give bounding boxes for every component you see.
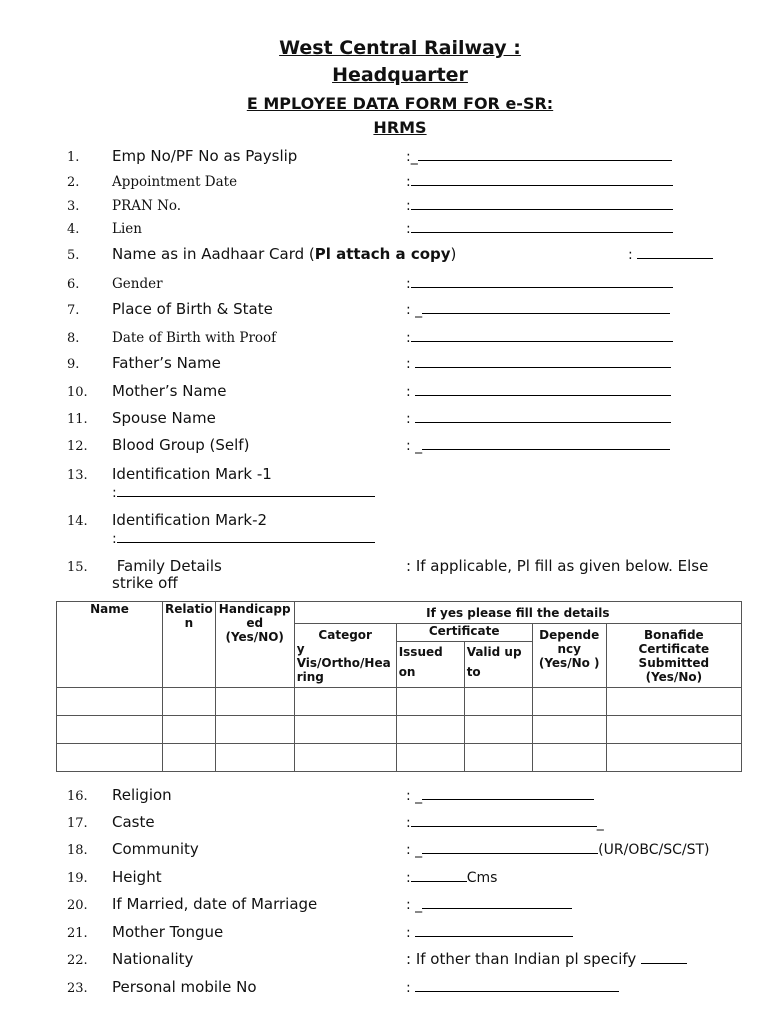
field-prefix: : <box>406 198 411 214</box>
field-label: Mother’s Name <box>112 382 227 400</box>
field-gender <box>0 274 770 296</box>
field-prefix: : _ <box>406 897 423 913</box>
father-name-input[interactable] <box>415 354 671 368</box>
field-prefix: : <box>112 531 117 547</box>
table-row <box>57 744 742 772</box>
field-number: 4. <box>67 222 80 237</box>
field-number: 20. <box>67 898 88 913</box>
blood-group-input[interactable] <box>422 436 670 450</box>
field-prefix: : <box>112 485 117 501</box>
field-height <box>0 868 770 890</box>
field-number: 11. <box>67 412 88 427</box>
field-label: Identification Mark-2 <box>112 511 268 529</box>
field-label: Caste <box>112 813 155 831</box>
field-label: Mother Tongue <box>112 923 224 941</box>
field-number: 5. <box>67 248 80 263</box>
field-suffix: _ <box>596 815 604 831</box>
pran-no-input[interactable] <box>411 196 673 210</box>
field-father-name <box>0 354 770 376</box>
field-label: Emp No/PF No as Payslip <box>112 147 298 165</box>
mobile-no-input[interactable] <box>415 978 619 992</box>
field-nationality <box>0 950 770 972</box>
field-number: 8. <box>67 331 80 346</box>
col-relation: Relatio n <box>163 602 216 688</box>
field-number: 16. <box>67 789 88 804</box>
field-label: Blood Group (Self) <box>112 436 250 454</box>
unit-title: Headquarter <box>332 64 468 86</box>
identification-mark-2-input[interactable] <box>117 529 375 543</box>
col-handicapped: Handicapp ed (Yes/NO) <box>215 602 294 688</box>
place-of-birth-input[interactable] <box>422 300 670 314</box>
field-number: 12. <box>67 439 88 454</box>
field-number: 21. <box>67 926 88 941</box>
nationality-input[interactable] <box>641 950 687 964</box>
lien-input[interactable] <box>411 219 673 233</box>
col-name: Name <box>57 602 163 688</box>
field-mobile-no <box>0 978 770 1000</box>
field-family-details <box>0 557 770 597</box>
field-label: Place of Birth & State <box>112 300 273 318</box>
date-of-birth-input[interactable] <box>411 328 673 342</box>
field-number: 9. <box>67 357 80 372</box>
field-blood-group <box>0 436 770 458</box>
field-prefix: : _ <box>406 842 423 858</box>
field-prefix: : <box>406 925 411 941</box>
community-options: (UR/OBC/SC/ST) <box>598 842 710 858</box>
field-mother-tongue <box>0 923 770 945</box>
aadhaar-name-input[interactable] <box>637 245 713 259</box>
field-number: 7. <box>67 303 80 318</box>
field-prefix: : If other than Indian pl specify <box>406 950 637 968</box>
field-pran-no <box>0 196 770 218</box>
mother-tongue-input[interactable] <box>415 923 573 937</box>
field-prefix: : _ <box>406 438 423 454</box>
col-dependency: Depende ncy (Yes/No ) <box>532 624 606 688</box>
field-prefix: : _ <box>406 788 423 804</box>
field-label: Religion <box>112 786 172 804</box>
field-number: 19. <box>67 871 88 886</box>
field-label: Spouse Name <box>112 409 216 427</box>
field-lien <box>0 219 770 241</box>
family-details-table <box>56 601 742 772</box>
field-number: 2. <box>67 175 80 190</box>
field-prefix: :_ <box>406 149 418 165</box>
spouse-name-input[interactable] <box>415 409 671 423</box>
field-identification-mark-1 <box>0 465 770 505</box>
field-date-of-birth <box>0 328 770 350</box>
field-place-of-birth <box>0 300 770 322</box>
field-label: Community <box>112 840 199 858</box>
height-input[interactable] <box>411 868 467 882</box>
field-label: Name as in Aadhaar Card (Pl attach a copy) <box>112 245 457 263</box>
height-unit: Cms <box>466 870 498 886</box>
field-label: Nationality <box>112 950 194 968</box>
field-date-of-marriage <box>0 895 770 917</box>
attach-note: Pl attach a copy <box>314 245 451 263</box>
field-spouse-name <box>0 409 770 431</box>
field-prefix: : <box>406 980 411 996</box>
form-title: E MPLOYEE DATA FORM FOR e-SR: <box>246 94 554 113</box>
community-input[interactable] <box>422 840 598 854</box>
field-aadhaar-name <box>0 245 770 267</box>
field-prefix: : <box>628 247 633 263</box>
table-row <box>57 716 742 744</box>
field-number: 18. <box>67 843 88 858</box>
field-label: Identification Mark -1 <box>112 465 272 483</box>
field-identification-mark-2 <box>0 511 770 551</box>
field-label: Personal mobile No <box>112 978 257 996</box>
field-prefix: : <box>406 174 411 190</box>
system-title: HRMS <box>373 118 427 137</box>
field-prefix: : <box>406 221 411 237</box>
col-if-yes: If yes please fill the details <box>294 602 741 624</box>
field-community <box>0 840 770 862</box>
field-number: 23. <box>67 981 88 996</box>
field-number: 10. <box>67 385 88 400</box>
field-label: Gender <box>112 276 163 292</box>
col-issued-on: Issued on <box>396 642 464 688</box>
field-number: 1. <box>67 150 80 165</box>
col-category: Categor y Vis/Ortho/Hea ring <box>294 624 396 688</box>
field-prefix: : <box>406 870 411 886</box>
field-mother-name <box>0 382 770 404</box>
field-label: If Married, date of Marriage <box>112 895 318 913</box>
field-prefix: : <box>406 411 411 427</box>
religion-input[interactable] <box>422 786 594 800</box>
field-label: Date of Birth with Proof <box>112 330 277 346</box>
caste-input[interactable] <box>411 813 597 827</box>
appointment-date-input[interactable] <box>411 172 673 186</box>
field-label: Family Details <box>112 557 222 575</box>
identification-mark-1-input[interactable] <box>117 483 375 497</box>
col-valid-up-to: Valid up to <box>464 642 532 688</box>
field-label: Appointment Date <box>112 174 238 190</box>
gender-input[interactable] <box>411 274 673 288</box>
field-prefix: : <box>406 356 411 372</box>
field-number: 17. <box>67 816 88 831</box>
field-label: Lien <box>112 221 142 237</box>
family-note: : If applicable, Pl fill as given below. Else <box>406 557 709 575</box>
field-caste <box>0 813 770 835</box>
mother-name-input[interactable] <box>415 382 671 396</box>
field-label-cont: strike off <box>112 574 178 592</box>
field-prefix: : <box>406 815 411 831</box>
field-number: 3. <box>67 199 80 214</box>
field-label: PRAN No. <box>112 198 182 214</box>
field-number: 13. <box>67 468 88 483</box>
org-title: West Central Railway : <box>279 37 521 59</box>
table-row <box>57 688 742 716</box>
field-prefix: : <box>406 276 411 292</box>
field-prefix: : _ <box>406 302 423 318</box>
field-appointment-date <box>0 172 770 194</box>
col-certificate: Certificate <box>396 624 532 642</box>
field-religion <box>0 786 770 808</box>
field-emp-no <box>0 147 770 169</box>
field-label: Height <box>112 868 162 886</box>
date-of-marriage-input[interactable] <box>422 895 572 909</box>
col-bonafide: Bonafide Certificate Submitted (Yes/No) <box>606 624 741 688</box>
field-number: 22. <box>67 953 88 968</box>
emp-no-input[interactable] <box>418 147 672 161</box>
field-number: 6. <box>67 277 80 292</box>
field-number: 15. <box>67 560 88 575</box>
field-prefix: : <box>406 384 411 400</box>
field-number: 14. <box>67 514 88 529</box>
field-label: Father’s Name <box>112 354 221 372</box>
field-prefix: : <box>406 330 411 346</box>
